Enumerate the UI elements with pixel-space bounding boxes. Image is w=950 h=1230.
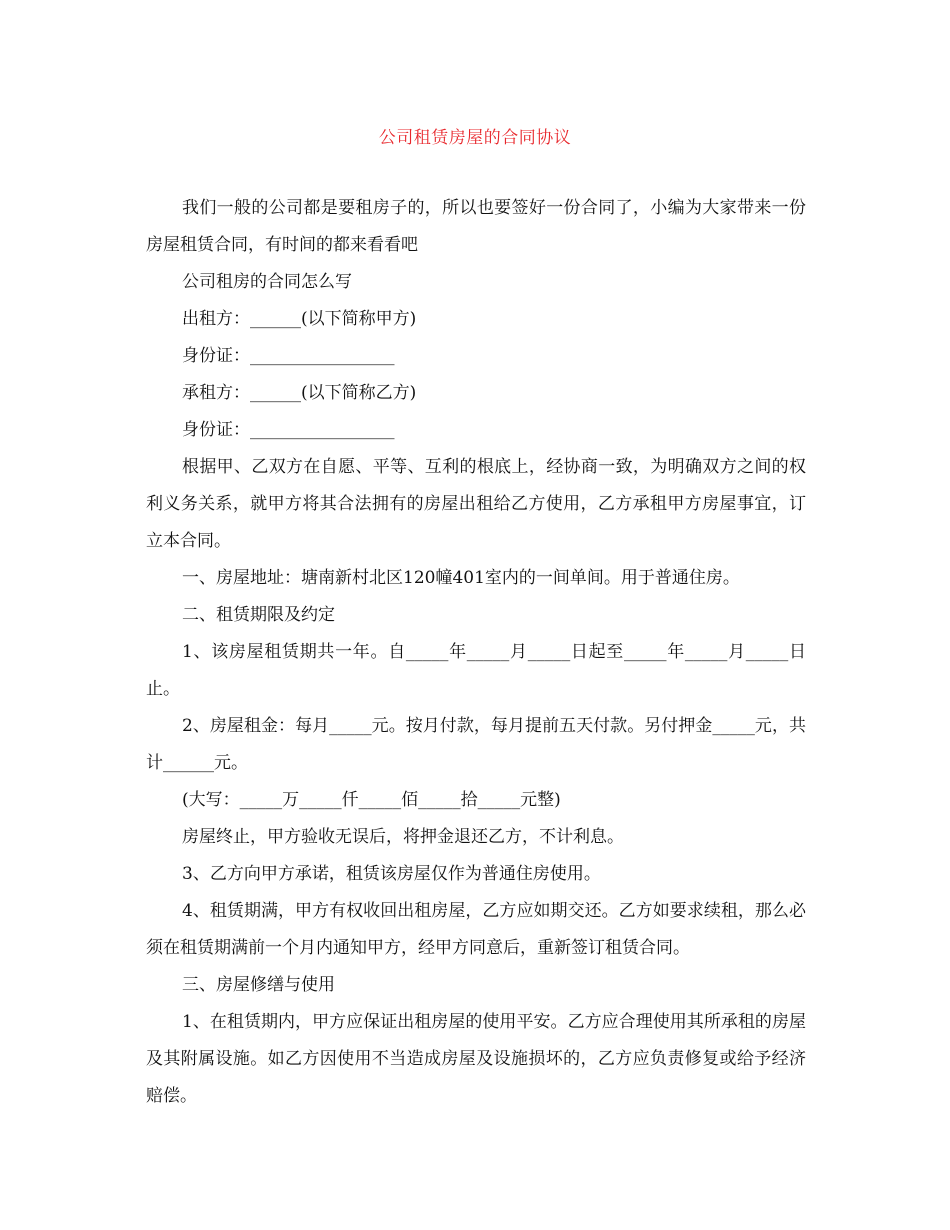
clause-term-period: 1、该房屋租赁期共一年。自_____年_____月_____日起至_____年_____月_____日止。	[146, 642, 806, 699]
clause-rent: 2、房屋租金：每月_____元。按月付款，每月提前五天付款。另付押金_____元，共计______元。	[146, 716, 806, 773]
document-title: 公司租赁房屋的合同协议	[378, 128, 572, 148]
preamble-paragraph: 根据甲、乙双方在自愿、平等、互利的根底上，经协商一致，为明确双方之间的权利义务关系，就甲方将其合法拥有的房屋出租给乙方使用，乙方承租甲方房屋事宜，订立本合同。	[146, 457, 806, 551]
clause-rent-capital: (大写：_____万_____仟_____佰_____拾_____元整)	[182, 790, 561, 810]
clause-repair-heading: 三、房屋修缮与使用	[182, 975, 335, 995]
document-body	[146, 190, 806, 1115]
clause-renewal: 4、租赁期满，甲方有权收回出租房屋，乙方应如期交还。乙方如要求续租，那么必须在租赁期满前一个月内通知甲方，经甲方同意后，重新签订租赁合同。	[146, 901, 806, 958]
clause-address: 一、房屋地址：塘南新村北区120幢401室内的一间单间。用于普通住房。	[182, 568, 740, 588]
clause-usage-promise: 3、乙方向甲方承诺，租赁该房屋仅作为普通住房使用。	[182, 864, 601, 884]
clause-deposit-return: 房屋终止，甲方验收无误后，将押金退还乙方，不计利息。	[182, 827, 624, 847]
lessee-line: 承租方：______(以下简称乙方)	[182, 383, 417, 403]
lessee-id-line: 身份证：_________________	[182, 420, 395, 440]
clause-repair-detail: 1、在租赁期内，甲方应保证出租房屋的使用平安。乙方应合理使用其所承租的房屋及其附属设施。如乙方因使用不当造成房屋及设施损坏的，乙方应负责修复或给予经济赔偿。	[146, 1012, 806, 1106]
section-heading: 公司租房的合同怎么写	[182, 272, 352, 292]
lessor-id-line: 身份证：_________________	[182, 346, 395, 366]
lessor-line: 出租方：______(以下简称甲方)	[182, 309, 417, 329]
clause-term-heading: 二、租赁期限及约定	[182, 605, 335, 625]
intro-paragraph: 我们一般的公司都是要租房子的，所以也要签好一份合同了，小编为大家带来一份房屋租赁合同，有时间的都来看看吧	[146, 198, 806, 255]
